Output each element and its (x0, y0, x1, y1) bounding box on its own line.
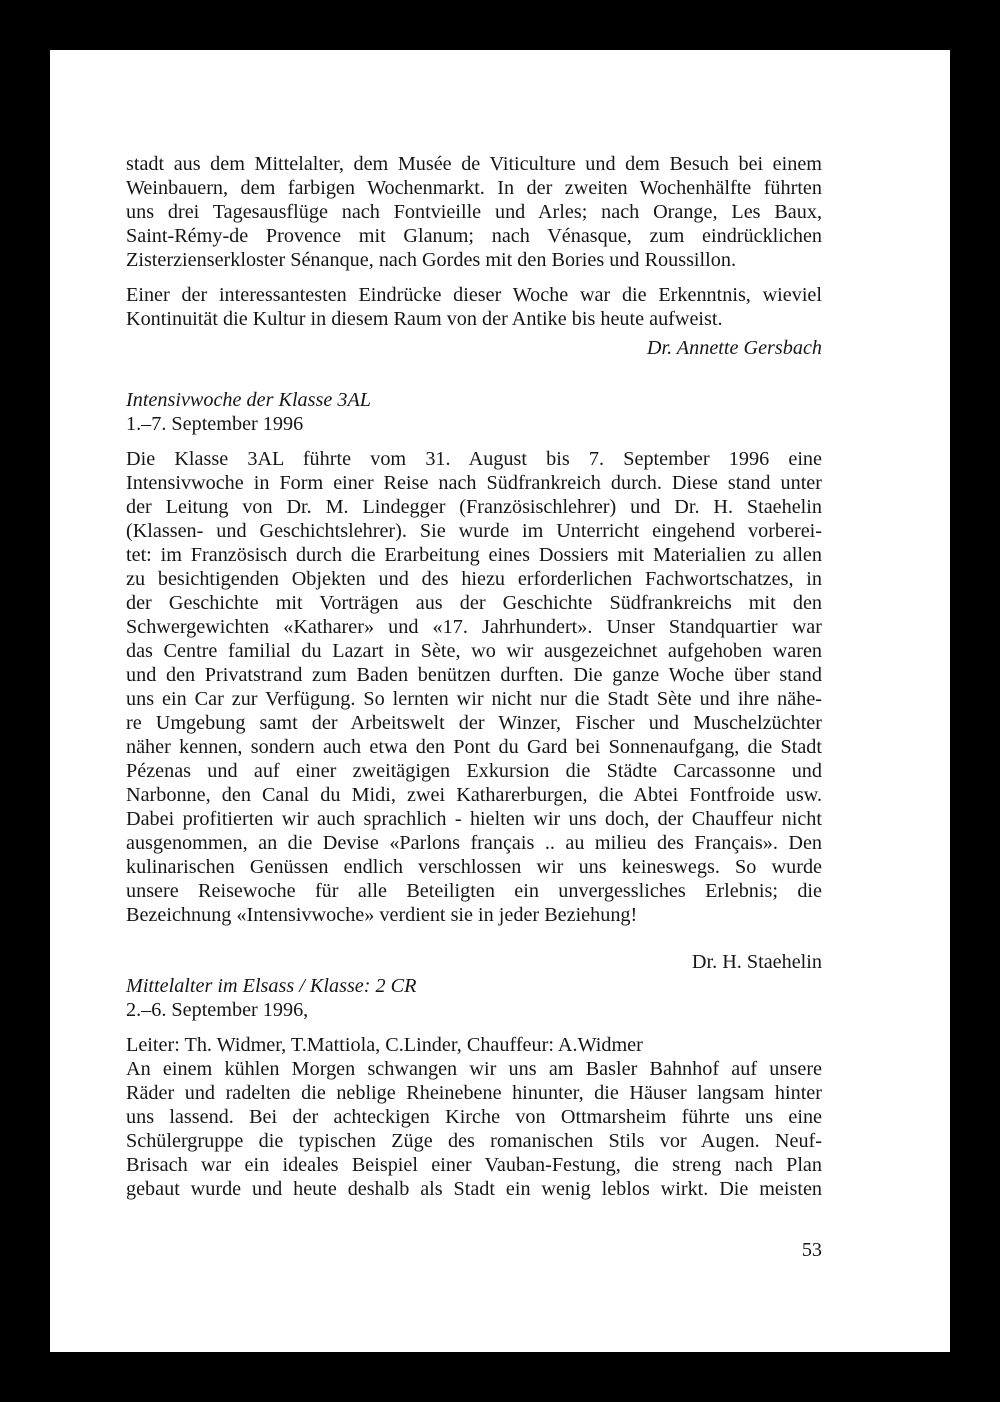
text-line: Zisterzienserkloster Sénanque, nach Gordes mit den Bories und Roussillon. (126, 249, 736, 271)
text-line: Intensivwoche in Form einer Reise nach Südfrankreich durch. Diese stand unter (126, 472, 822, 494)
text-line: uns lassend. Bei der achteckigen Kirche von Ottmarsheim führte uns eine (126, 1106, 822, 1128)
text-line: Pézenas und auf einer zweitägigen Exkursion die Städte Carcassonne und (126, 760, 822, 782)
signature-gersbach: Dr. Annette Gersbach (646, 337, 822, 359)
text-line: unsere Reisewoche für alle Beteiligten ein unvergessliches Erlebnis; die (126, 880, 822, 902)
text-line: uns ein Car zur Verfügung. So lernten wir nicht nur die Stadt Sète und ihre nähe- (126, 688, 822, 710)
text-line: tet: im Französisch durch die Erarbeitung eines Dossiers mit Materialien zu allen (126, 544, 822, 566)
text-line: der Leitung von Dr. M. Lindegger (Französischlehrer) und Dr. H. Staehelin (126, 496, 822, 518)
text-line: Dabei profitierten wir auch sprachlich - hielten wir uns doch, der Chauffeur nicht (126, 808, 822, 830)
text-line: Bezeichnung «Intensivwoche» verdient sie in jeder Beziehung! (126, 904, 638, 926)
paragraph-elsass (126, 1057, 822, 1201)
paragraph-continuity (126, 283, 822, 331)
text-line: An einem kühlen Morgen schwangen wir uns am Basler Bahnhof auf unsere (126, 1058, 822, 1080)
text-line: Die Klasse 3AL führte vom 31. August bis 7. September 1996 eine (126, 448, 822, 470)
text-line: kulinarischen Genüssen endlich verschlossen wir uns keineswegs. So wurde (126, 856, 822, 878)
document-page (50, 50, 950, 1352)
text-line: Weinbauern, dem farbigen Wochenmarkt. In der zweiten Wochenhälfte führten (126, 177, 822, 199)
text-line: zu besichtigenden Objekten und des hiezu erforderlichen Fachwortschatzes, in (126, 568, 822, 590)
section-date: 1.–7. September 1996 (126, 413, 304, 435)
text-line: uns drei Tagesausflüge nach Fontvieille und Arles; nach Orange, Les Baux, (126, 201, 822, 223)
text-line: das Centre familial du Lazart in Sète, wo wir ausgezeichnet aufgehoben waren (126, 640, 822, 662)
text-line: der Geschichte mit Vorträgen aus der Geschichte Südfrankreichs mit den (126, 592, 822, 614)
section-title: Mittelalter im Elsass / Klasse: 2 CR (126, 975, 417, 997)
text-line: Kontinuität die Kultur in diesem Raum von der Antike bis heute aufweist. (126, 308, 723, 330)
text-line: ausgenommen, an die Devise «Parlons français .. au milieu des Français». Den (126, 832, 822, 854)
text-line: re Umgebung samt der Arbeitswelt der Winzer, Fischer und Muschelzüchter (126, 712, 822, 734)
text-column (126, 152, 822, 1201)
text-line: Brisach war ein ideales Beispiel einer Vauban-Festung, die streng nach Plan (126, 1154, 822, 1176)
section-elsass-header (126, 974, 822, 1022)
text-line: (Klassen- und Geschichtslehrer). Sie wurde im Unterricht eingehend vorberei- (126, 520, 822, 542)
text-line: Narbonne, den Canal du Midi, zwei Katharerburgen, die Abtei Fontfroide usw. (126, 784, 822, 806)
text-line: Räder und radelten die neblige Rheinebene hinunter, die Häuser langsam hinter (126, 1082, 822, 1104)
text-line: gebaut wurde und heute deshalb als Stadt ein wenig leblos wirkt. Die meisten (126, 1178, 822, 1200)
text-line: Einer der interessantesten Eindrücke dieser Woche war die Erkenntnis, wieviel (126, 284, 822, 306)
text-line: Schülergruppe die typischen Züge des romanischen Stils vor Augen. Neuf- (126, 1130, 822, 1152)
text-line: und den Privatstrand zum Baden benützen durften. Die ganze Woche über stand (126, 664, 822, 686)
section-intensivwoche-header (126, 388, 822, 436)
signature-staehelin: Dr. H. Staehelin (691, 951, 822, 973)
section-date: 2.–6. September 1996, (126, 999, 309, 1021)
page-number: 53 (801, 1239, 822, 1261)
text-line: Saint-Rémy-de Provence mit Glanum; nach Vénasque, zum eindrücklichen (126, 225, 822, 247)
text-line: Schwergewichten «Katharer» und «17. Jahrhundert». Unser Standquartier war (126, 616, 822, 638)
text-line: stadt aus dem Mittelalter, dem Musée de Viticulture und dem Besuch bei einem (126, 153, 822, 175)
leaders-line: Leiter: Th. Widmer, T.Mattiola, C.Linder, Chauffeur: A.Widmer (126, 1034, 643, 1056)
text-line: näher kennen, sondern auch etwa den Pont du Gard bei Sonnenaufgang, die Stadt (126, 736, 822, 758)
paragraph-intensivwoche (126, 447, 822, 927)
section-title: Intensivwoche der Klasse 3AL (126, 389, 372, 411)
paragraph-viticulture (126, 152, 822, 272)
section-leaders (126, 1033, 822, 1057)
